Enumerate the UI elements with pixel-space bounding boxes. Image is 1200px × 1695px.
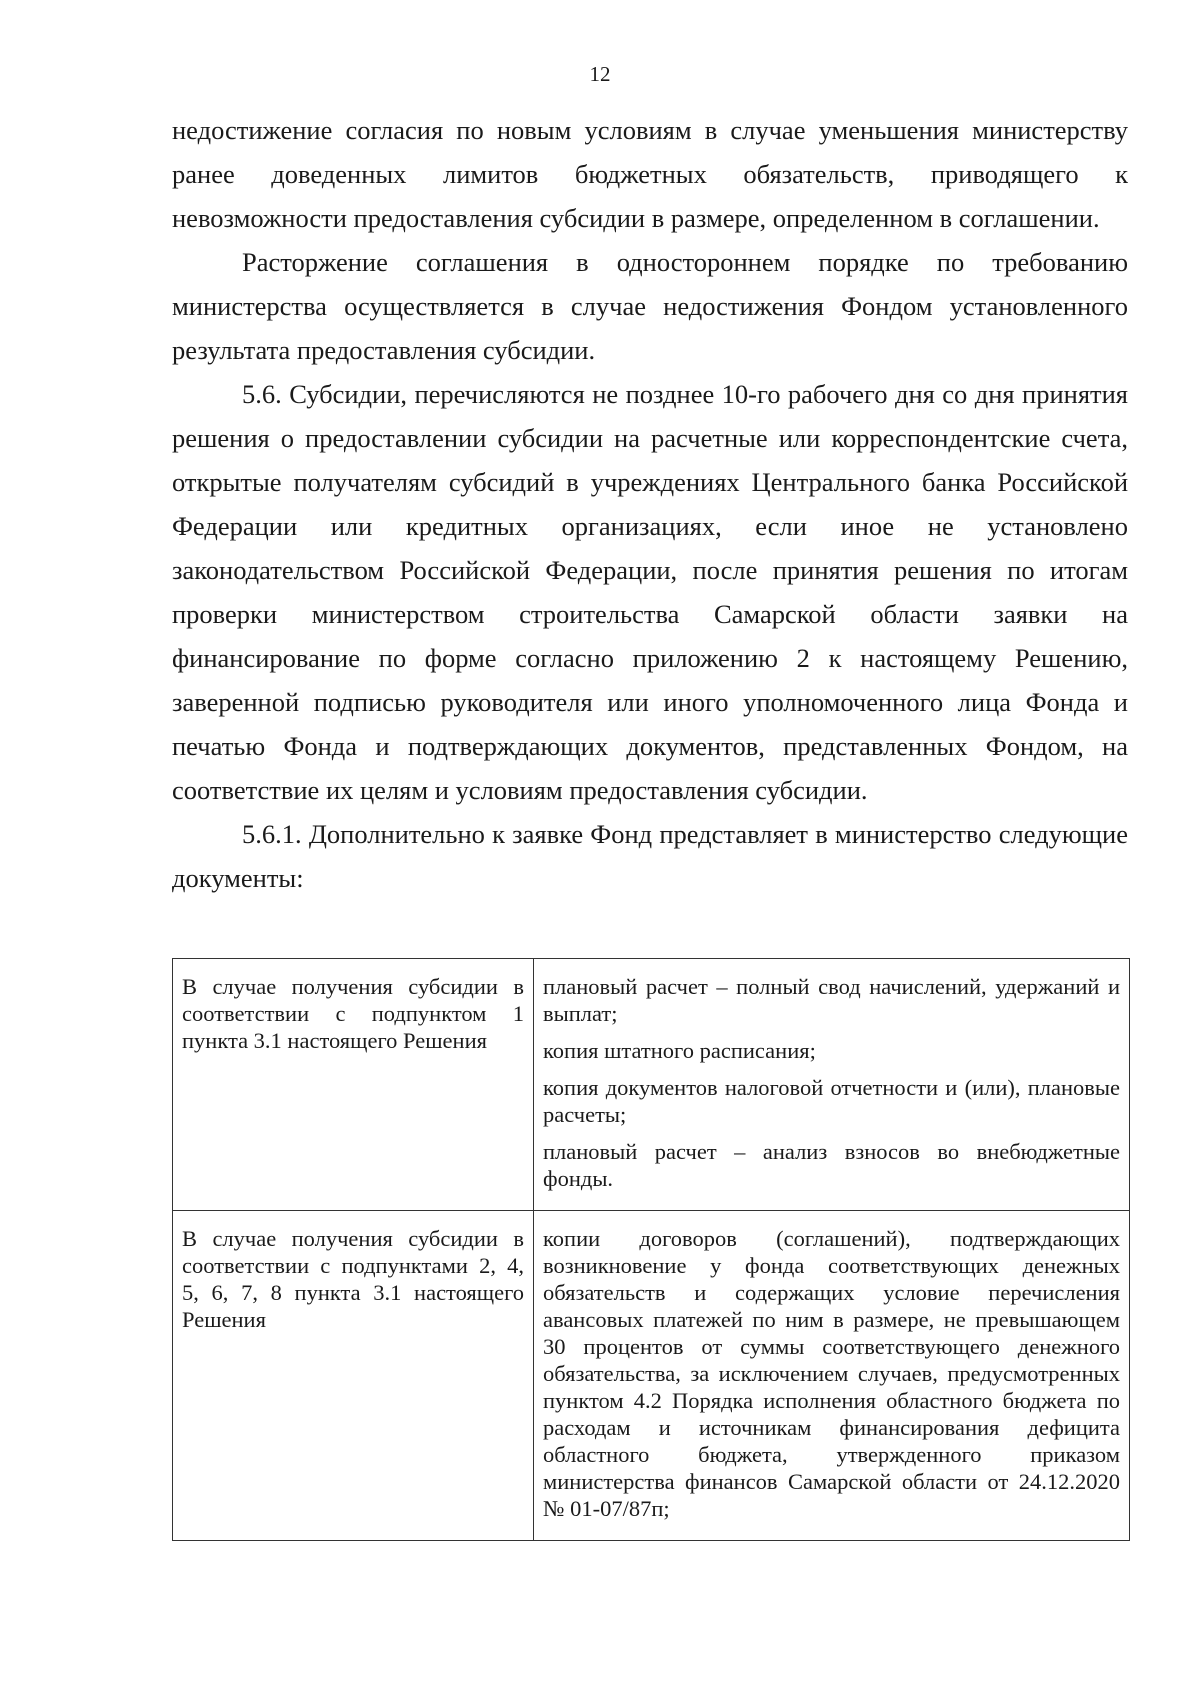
document-item: копия штатного расписания;: [543, 1038, 816, 1063]
paragraph-5-6-1: 5.6.1. Дополнительно к заявке Фонд представляет в министерство следующие документы:: [172, 819, 1128, 893]
documents-table: [172, 958, 1130, 1541]
document-item: копии договоров (соглашений), подтверждающих возникновение у фонда соответствующих денежных обязательств и содержащих условие перечисления авансовых платежей по ним в размере, не превышающем 30 процентов от суммы соответствующего денежного обязательства, за исключением случаев, предусмотренных пунктом 4.2 Порядка исполнения областного бюджета по расходам и источникам финансирования дефицита областного бюджета, утвержденного приказом министерства финансов Самарской области от 24.12.2020 № 01-07/87п;: [543, 1226, 1120, 1521]
document-item: копия документов налоговой отчетности и (или), плановые расчеты;: [543, 1075, 1120, 1127]
document-item: плановый расчет – анализ взносов во внебюджетные фонды.: [543, 1139, 1120, 1191]
paragraph-5-6: 5.6. Субсидии, перечисляются не позднее 10-го рабочего дня со дня принятия решения о предоставлении субсидии на расчетные или корреспондентские счета, открытые получателям субсидий в учреждениях Центрального банка Российской Федерации или кредитных организациях, если иное не установлено законодательством Российской Федерации, после принятия решения по итогам проверки министерством строительства Самарской области заявки на финансирование по форме согласно приложению 2 к настоящему Решению, заверенной подписью руководителя или иного уполномоченного лица Фонда и печатью Фонда и подтверждающих документов, представленных Фондом, на соответствие их целям и условиям предоставления субсидии.: [172, 379, 1128, 805]
table-row: [173, 959, 1130, 1211]
paragraph-continuation: недостижение согласия по новым условиям в случае уменьшения министерству ранее доведенных лимитов бюджетных обязательств, приводящего к невозможности предоставления субсидии в размере, определенном в соглашении.: [172, 115, 1128, 233]
table-row: [173, 1211, 1130, 1541]
page-number: 12: [589, 62, 611, 86]
condition-cell: В случае получения субсидии в соответствии с подпунктами 2, 4, 5, 6, 7, 8 пункта 3.1 настоящего Решения: [173, 1211, 534, 1541]
documents-cell: [534, 959, 1130, 1211]
condition-cell: В случае получения субсидии в соответствии с подпунктом 1 пункта 3.1 настоящего Решения: [173, 959, 534, 1211]
paragraph-termination: Расторжение соглашения в одностороннем порядке по требованию министерства осуществляется в случае недостижения Фондом установленного результата предоставления субсидии.: [172, 247, 1128, 365]
document-body: [172, 108, 1128, 900]
documents-cell: [534, 1211, 1130, 1541]
document-item: плановый расчет – полный свод начислений, удержаний и выплат;: [543, 974, 1120, 1026]
